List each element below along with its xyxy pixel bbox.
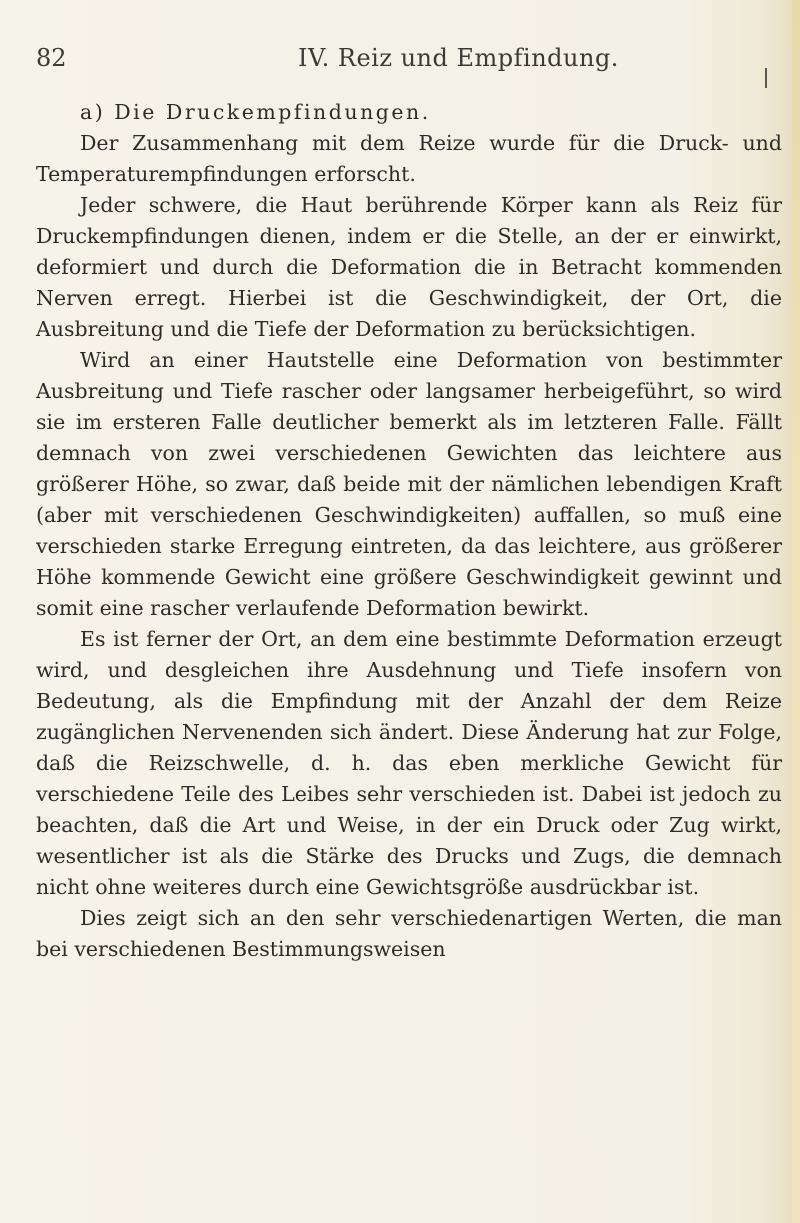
paragraph: Es ist ferner der Ort, an dem eine bestimmte Deformation erzeugt wird, und desgleichen ihre Ausdehnung und Tiefe insofern von Bedeutung, als die Empfindung mit der Anzahl der dem Reize zugänglichen Nervenenden sich ändert. Diese Änderung hat zur Folge, daß die Reizschwelle, d. h. das eben merkliche Gewicht für verschiedene Teile des Leibes sehr verschieden ist. Dabei ist jedoch zu beachten, daß die Art und Weise, in der ein Druck oder Zug wirkt, wesentlicher ist als die Stärke des Drucks und Zugs, die demnach nicht ohne weiteres durch eine Gewichtsgröße ausdrückbar ist. — [36, 627, 782, 899]
paragraph: Dies zeigt sich an den sehr verschiedenartigen Werten, die man bei verschiedenen Bestimmungsweisen — [36, 906, 782, 961]
page-edge-shadow — [792, 0, 800, 1223]
margin-mark — [765, 68, 767, 88]
page-number: 82 — [36, 44, 67, 72]
section-heading: a) Die Druckempfindungen. — [80, 100, 431, 124]
running-title: IV. Reiz und Empfindung. — [298, 44, 619, 72]
page-header — [36, 44, 716, 84]
body-text — [36, 97, 782, 965]
paragraph: Jeder schwere, die Haut berührende Körper kann als Reiz für Druckempfindungen dienen, indem er die Stelle, an der er einwirkt, deformiert und durch die Deformation die in Betracht kommenden Nerven erregt. Hierbei ist die Geschwindigkeit, der Ort, die Ausbreitung und die Tiefe der Deformation zu berücksichtigen. — [36, 193, 782, 341]
paragraph: Der Zusammenhang mit dem Reize wurde für die Druck- und Temperaturempfindungen erforscht. — [36, 131, 782, 186]
paragraph: Wird an einer Hautstelle eine Deformation von bestimmter Ausbreitung und Tiefe rascher oder langsamer herbeigeführt, so wird sie im ersteren Falle deutlicher bemerkt als im letzteren Falle. Fällt demnach von zwei verschiedenen Gewichten das leichtere aus größerer Höhe, so zwar, daß beide mit der nämlichen lebendigen Kraft (aber mit verschiedenen Geschwindigkeiten) auffallen, so muß eine verschieden starke Erregung eintreten, da das leichtere, aus größerer Höhe kommende Gewicht eine größere Geschwindigkeit gewinnt und somit eine rascher verlaufende Deformation bewirkt. — [36, 348, 782, 620]
